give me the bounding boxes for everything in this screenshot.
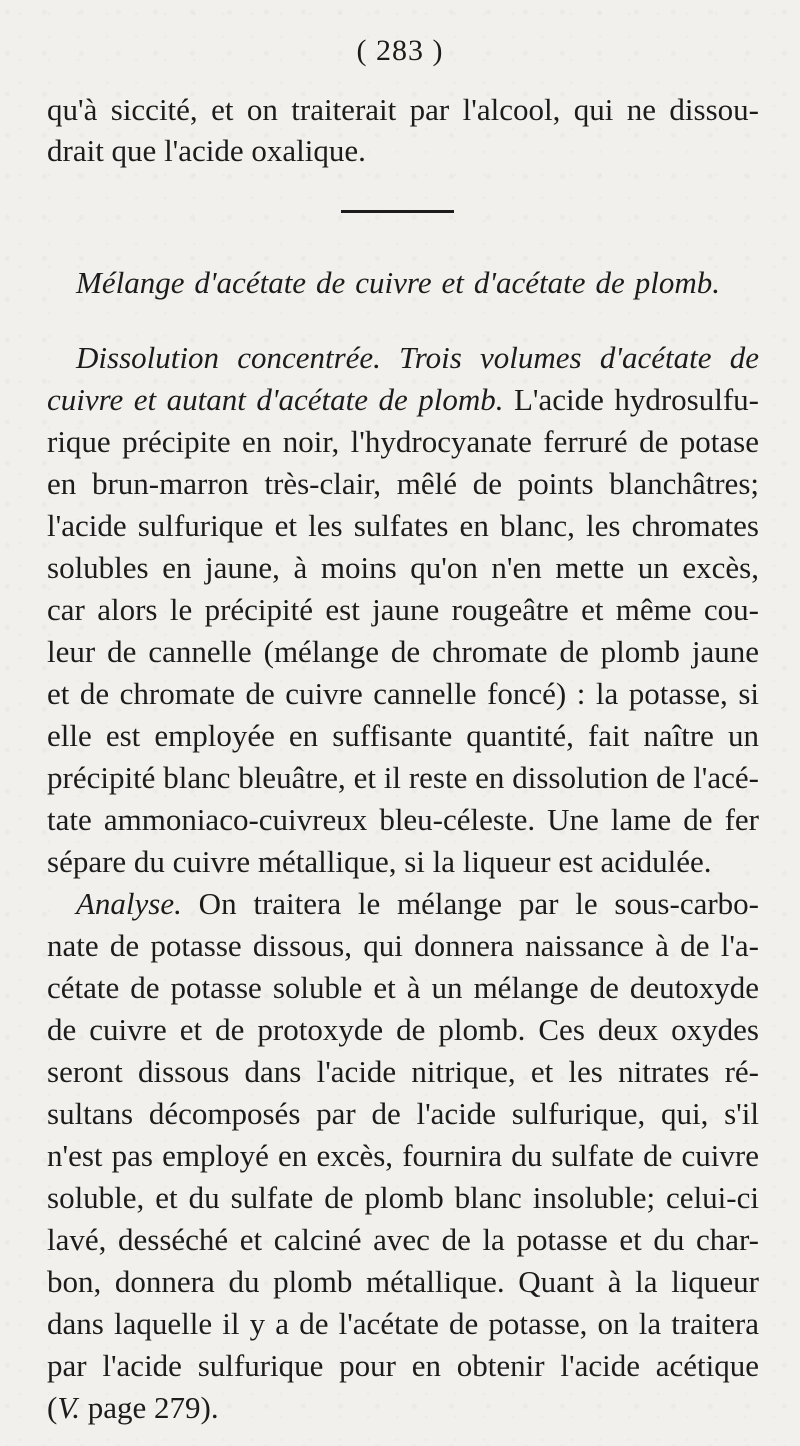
analyse-label: Analyse. [76,886,182,921]
text-line: leur de cannelle (mélange de chromate de plomb jaune [47,634,759,669]
text-line [47,1390,759,1426]
italic-phrase: cuivre et autant d'acétate de plomb. [47,382,504,417]
text-line: et de chromate de cuivre cannelle foncé) : la potasse, si [47,676,759,711]
text-fragment: On traitera le mélange par le sous-carbo- [181,886,759,921]
text-fragment: page 279). [80,1390,219,1425]
text-line: dans laquelle il y a de l'acétate de potasse, on la traitera [47,1306,759,1341]
text-fragment: L'acide hydrosulfu- [503,382,759,417]
text-line: nate de potasse dissous, qui donnera naissance à de l'a- [47,928,759,963]
text-fragment: ( [47,1390,58,1425]
page-number: ( 283 ) [356,34,444,67]
text-line: en brun-marron très-clair, mêlé de points blanchâtres; [47,466,759,501]
text-line: drait que l'acide oxalique. [47,133,366,168]
text-line: soluble, et du sulfate de plomb blanc insoluble; celui-ci [47,1180,759,1215]
text-line: car alors le précipité est jaune rougeâtre et même cou- [47,592,759,627]
text-line: tate ammoniaco-cuivreux bleu-céleste. Une lame de fer [47,802,759,837]
text-line: rique précipite en noir, l'hydrocyanate ferruré de potase [47,424,759,459]
section-title: Mélange d'acétate de cuivre et d'acétate de plomb. [76,265,720,300]
text-line: bon, donnera du plomb métallique. Quant à la liqueur [47,1264,759,1299]
paragraph-first-line: Dissolution concentrée. Trois volumes d'acétate de [76,340,759,375]
text-line: l'acide sulfurique et les sulfates en blanc, les chromates [47,508,759,543]
paragraph-first-line [76,886,759,922]
text-line: elle est employée en suffisante quantité, fait naître un [47,718,759,753]
text-line [47,382,759,418]
text-line: sépare du cuivre métallique, si la liqueur est acidulée. [47,844,712,879]
text-line: seront dissous dans l'acide nitrique, et les nitrates ré- [47,1054,759,1089]
section-divider [341,210,454,213]
text-line: cétate de potasse soluble et à un mélange de deutoxyde [47,970,759,1005]
text-line: de cuivre et de protoxyde de plomb. Ces deux oxydes [47,1012,759,1047]
text-line: n'est pas employé en excès, fournira du sulfate de cuivre [47,1138,759,1173]
text-line: lavé, desséché et calciné avec de la potasse et du char- [47,1222,759,1257]
text-line: solubles en jaune, à moins qu'on n'en mette un excès, [47,550,759,585]
text-line: sultans décomposés par de l'acide sulfurique, qui, s'il [47,1096,759,1131]
italic-reference: V. [57,1390,81,1425]
text-line: par l'acide sulfurique pour en obtenir l'acide acétique [47,1348,759,1383]
text-line: précipité blanc bleuâtre, et il reste en dissolution de l'acé- [47,760,759,795]
text-line: qu'à siccité, et on traiterait par l'alcool, qui ne dissou- [47,92,759,127]
